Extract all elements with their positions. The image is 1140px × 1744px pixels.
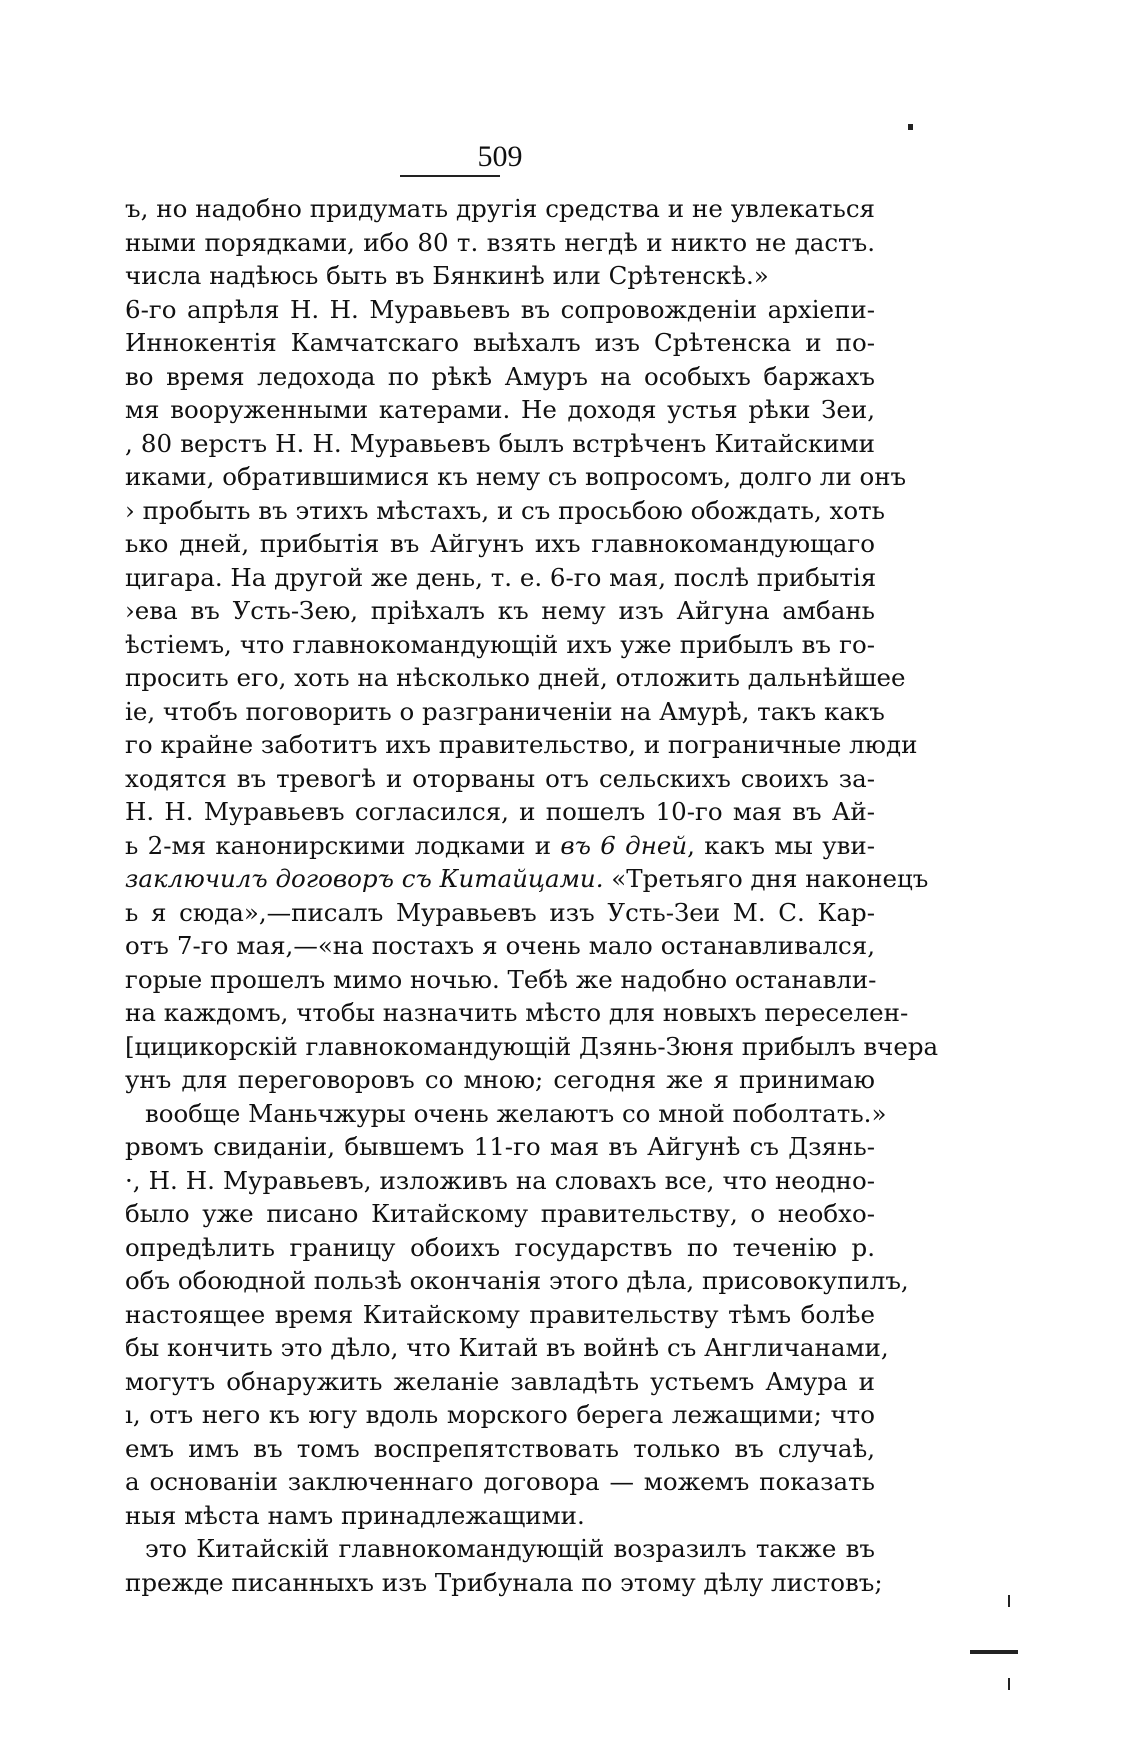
text-line-mixed bbox=[125, 829, 875, 863]
text-segment-italic: заключилъ договоръ съ Китайцами. bbox=[125, 864, 604, 893]
page-number: 509 bbox=[477, 140, 523, 173]
text-line: опредѣлить границу обоихъ государствъ по теченію р. bbox=[125, 1232, 875, 1262]
text-line: рвомъ свиданіи, бывшемъ 11-го мая въ Айгунѣ съ Дзянь- bbox=[125, 1132, 875, 1161]
text-segment: , какъ мы уви- bbox=[687, 830, 876, 860]
text-line: ·, Н. Н. Муравьевъ, изложивъ на словахъ все, что неодно- bbox=[125, 1165, 875, 1195]
text-line: прежде писанныхъ изъ Трибунала по этому дѣлу листовъ; bbox=[125, 1567, 883, 1597]
text-line: ›ева въ Усть-Зею, пріѣхалъ къ нему изъ Айгуна амбань bbox=[125, 596, 875, 625]
text-line: емъ имъ въ томъ воспрепятствовать только въ случаѣ, bbox=[125, 1433, 875, 1463]
text-line: цигара. На другой же день, т. е. 6-го мая, послѣ прибытія bbox=[125, 562, 877, 592]
text-line: › пробыть въ этихъ мѣстахъ, и съ просьбою обождать, хоть bbox=[125, 495, 886, 525]
text-line: ныя мѣста намъ принадлежащими. bbox=[125, 1500, 585, 1530]
text-line: отъ 7-го мая,—«на постахъ я очень мало останавливался, bbox=[125, 931, 875, 960]
text-line: ь я сюда»,—писалъ Муравьевъ изъ Усть-Зеи М. С. Кар- bbox=[125, 897, 875, 927]
page-number-rule bbox=[400, 175, 500, 177]
text-line: ько дней, прибытія въ Айгунъ ихъ главнокомандующаго bbox=[125, 529, 875, 558]
text-line: на каждомъ, чтобы назначить мѣсто для новыхъ переселен- bbox=[125, 998, 909, 1027]
text-line: это Китайскій главнокомандующій возразилъ также въ bbox=[145, 1534, 875, 1563]
text-line: Иннокентія Камчатскаго выѣхалъ изъ Срѣтенска и по- bbox=[125, 328, 875, 357]
text-line: ходятся въ тревогѣ и оторваны отъ сельскихъ своихъ за- bbox=[125, 763, 875, 793]
body-text bbox=[125, 192, 939, 1599]
text-line: было уже писано Китайскому правительству, о необхо- bbox=[125, 1199, 875, 1228]
text-line: Н. Н. Муравьевъ согласился, и пошелъ 10-го мая въ Ай- bbox=[125, 797, 875, 826]
text-line: 6-го апрѣля Н. Н. Муравьевъ въ сопровожденіи архіепи- bbox=[125, 294, 875, 324]
margin-tick-mark bbox=[1008, 1595, 1010, 1607]
text-line: бы кончить это дѣло, что Китай въ войнѣ съ Англичанами, bbox=[125, 1333, 889, 1362]
margin-dot-mark bbox=[908, 124, 913, 130]
text-line: могутъ обнаружить желаніе завладѣть устьемъ Амура и bbox=[125, 1366, 875, 1396]
text-line: числа надѣюсь быть въ Бянкинѣ или Срѣтенскѣ.» bbox=[125, 261, 769, 290]
text-line: просить его, хоть на нѣсколько дней, отложить дальнѣйшее bbox=[125, 663, 906, 692]
text-segment: ь 2-мя канонирскими лодками и bbox=[125, 830, 561, 860]
text-line: настоящее время Китайскому правительству тѣмъ болѣе bbox=[125, 1299, 875, 1329]
text-line: мя вооруженными катерами. Не доходя устья рѣки Зеи, bbox=[125, 395, 875, 424]
text-line: во время ледохода по рѣкѣ Амуръ на особыхъ баржахъ bbox=[125, 361, 875, 391]
text-line-mixed bbox=[125, 862, 929, 896]
text-line: , 80 верстъ Н. Н. Муравьевъ былъ встрѣченъ Китайскими bbox=[125, 428, 875, 458]
text-line: объ обоюдной пользѣ окончанія этого дѣла, присовокупилъ, bbox=[125, 1266, 909, 1295]
text-line: ı, отъ него къ югу вдоль морского берега лежащими; что bbox=[125, 1400, 875, 1429]
margin-rule-mark bbox=[970, 1650, 1018, 1654]
text-line: ъ, но надобно придумать другія средства и не увлекаться bbox=[125, 194, 875, 223]
text-segment: «Третьяго дня наконецъ bbox=[603, 864, 929, 893]
text-line: а основаніи заключеннаго договора — можемъ показать bbox=[125, 1467, 875, 1496]
text-line: ными порядками, ибо 80 т. взять негдѣ и никто не дастъ. bbox=[125, 227, 875, 257]
margin-tick-mark bbox=[1008, 1678, 1010, 1690]
text-segment-italic: въ 6 дней bbox=[560, 830, 688, 860]
text-line: го крайне заботитъ ихъ правительство, и пограничные люди bbox=[125, 730, 918, 759]
text-line: іе, чтобъ поговорить о разграниченіи на Амурѣ, такъ какъ bbox=[125, 696, 885, 726]
text-line: иками, обратившимися къ нему съ вопросомъ, долго ли онъ bbox=[125, 462, 907, 491]
text-line: вообще Маньчжуры очень желаютъ со мной поболтать.» bbox=[145, 1098, 887, 1128]
text-line: унъ для переговоровъ со мною; сегодня же я принимаю bbox=[125, 1065, 875, 1094]
text-line: [цицикорскій главнокомандующій Дзянь-Зюня прибылъ вчера bbox=[125, 1031, 939, 1061]
text-line: ѣстіемъ, что главнокомандующій ихъ уже прибылъ въ го- bbox=[125, 629, 875, 659]
text-line: горые прошелъ мимо ночью. Тебѣ же надобно останавли- bbox=[125, 964, 877, 994]
